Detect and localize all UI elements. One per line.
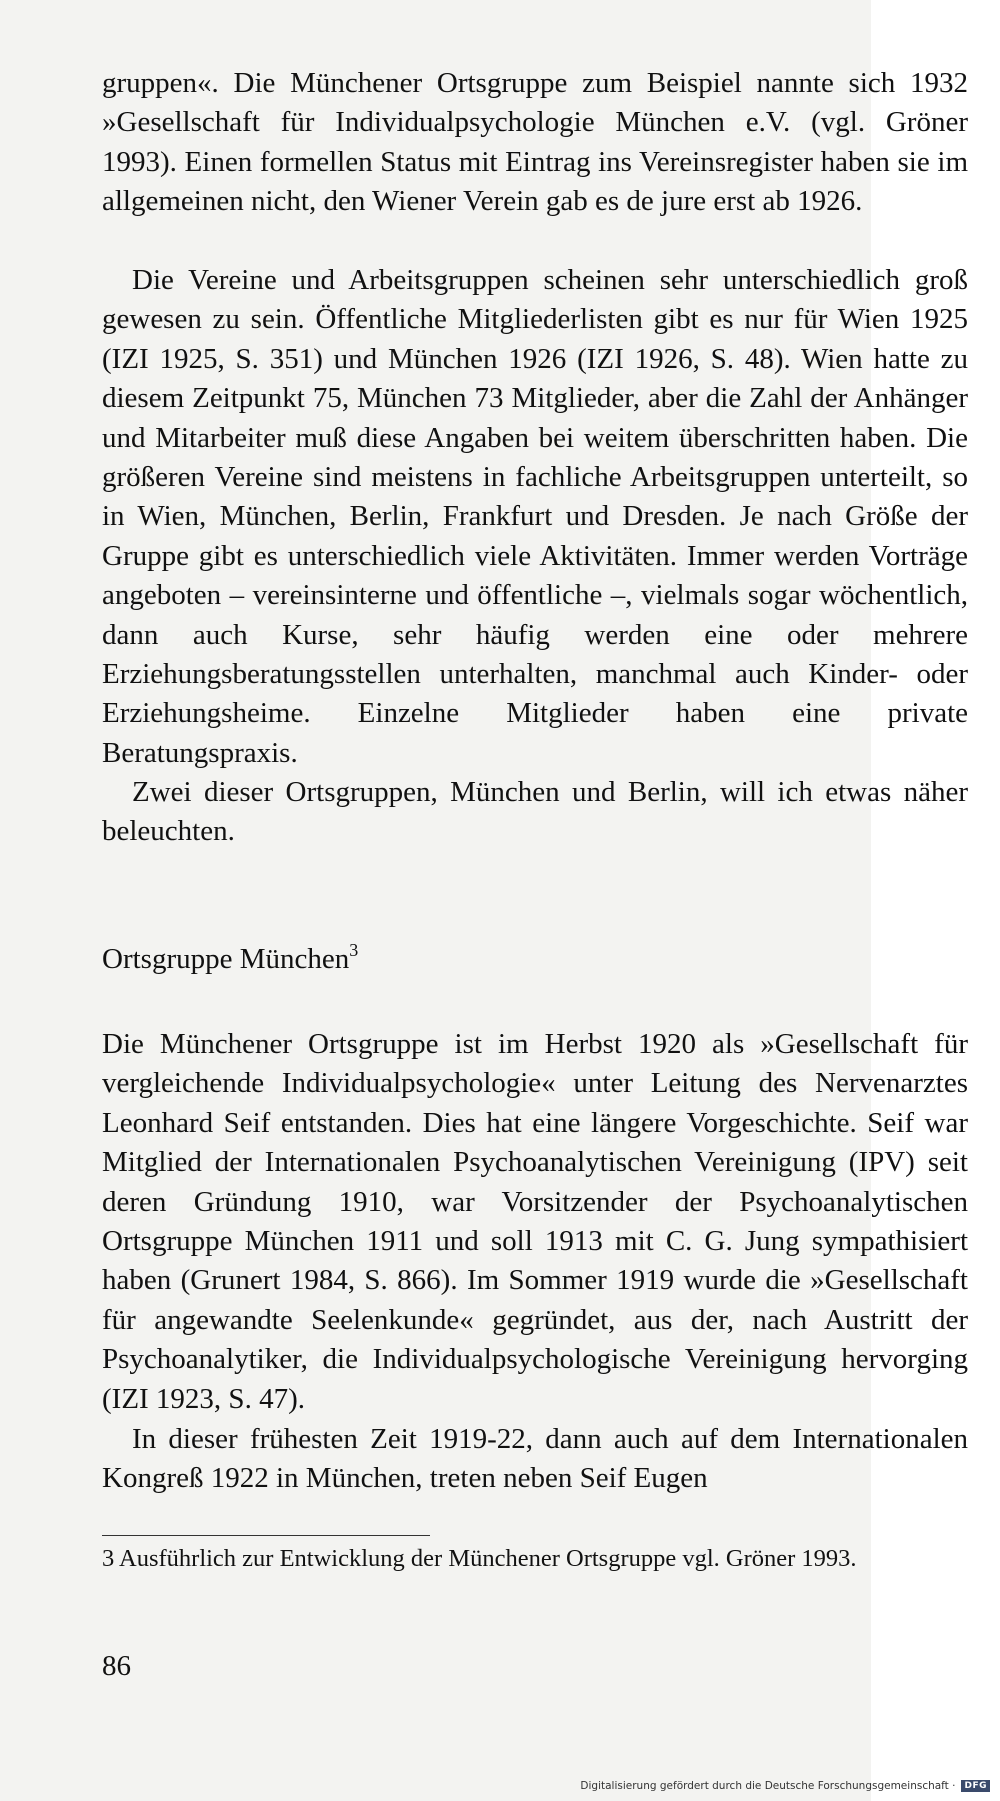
section-heading (102, 940, 358, 979)
paragraph-text: gruppen«. Die Münchener Ortsgruppe zum Beispiel nannte sich 1932 »Gesellschaft für Individualpsychologie München e.V. (vgl. Gröner 1993). Einen formellen Status mit Eintrag ins Vereinsregister haben sie im allgemeinen nicht, den Wiener Verein gab es de jure erst ab 1926. (102, 67, 968, 218)
footnote-reference: 3 (349, 940, 359, 960)
paragraph-text: Zwei dieser Ortsgruppen, München und Berlin, will ich etwas näher beleuchten. (102, 776, 968, 848)
page-number: 86 (102, 1650, 131, 1682)
footnote-divider (102, 1535, 430, 1536)
footnote: 3 Ausführlich zur Entwicklung der Münchener Ortsgruppe vgl. Gröner 1993. (102, 1545, 857, 1572)
paragraph-text: In dieser frühesten Zeit 1919-22, dann auch auf dem Internationalen Kongreß 1922 in München, treten neben Seif Eugen (102, 1423, 968, 1495)
paragraph-text: Die Vereine und Arbeitsgruppen scheinen sehr unterschiedlich groß gewesen zu sein. Öffentliche Mitgliederlisten gibt es nur für Wien 1925 (IZI 1925, S. 351) und München 1926 (IZI 1926, S. 48). Wien hatte zu diesem Zeitpunkt 75, München 73 Mitglieder, aber die Zahl der Anhänger und Mitarbeiter muß diese Angaben bei weitem überschritten haben. Die größeren Vereine sind meistens in fachliche Arbeitsgruppen unterteilt, so in Wien, München, Berlin, Frankfurt und Dresden. Je nach Größe der Gruppe gibt es unterschiedlich viele Aktivitäten. Immer werden Vorträge angeboten – vereinsinterne und öffentliche –, vielmals sogar wöchentlich, dann auch Kurse, sehr häufig werden eine oder mehrere Erziehungsberatungsstellen unterhalten, manchmal auch Kinder- oder Erziehungsheime. Einzelne Mitglieder haben eine private Beratungspraxis. (102, 264, 968, 769)
digitization-credit-text: Digitalisierung gefördert durch die Deutsche Forschungsgemeinschaft · (580, 1780, 956, 1792)
paragraph-early-period (102, 1420, 968, 1499)
dfg-logo: DFG (961, 1780, 990, 1792)
paragraph-membership (102, 261, 968, 773)
paragraph-text: Die Münchener Ortsgruppe ist im Herbst 1920 als »Gesellschaft für vergleichende Individualpsychologie« unter Leitung des Nervenarztes Leonhard Seif entstanden. Dies hat eine längere Vorgeschichte. Seif war Mitglied der Internationalen Psychoanalytischen Vereinigung (IPV) seit deren Gründung 1910, war Vorsitzender der Psychoanalytischen Ortsgruppe München 1911 und soll 1913 mit C. G. Jung sympathisiert haben (Grunert 1984, S. 866). Im Sommer 1919 wurde die »Gesellschaft für angewandte Seelenkunde« gegründet, aus der, nach Austritt der Psychoanalytiker, die Individualpsychologische Vereinigung hervorging (IZI 1923, S. 47). (102, 1028, 968, 1415)
digitization-credit (580, 1780, 990, 1792)
paragraph-munich-history (102, 1025, 968, 1419)
paragraph-continuation (102, 64, 968, 222)
paragraph-intro (102, 773, 968, 852)
section-heading-text: Ortsgruppe München (102, 943, 350, 975)
